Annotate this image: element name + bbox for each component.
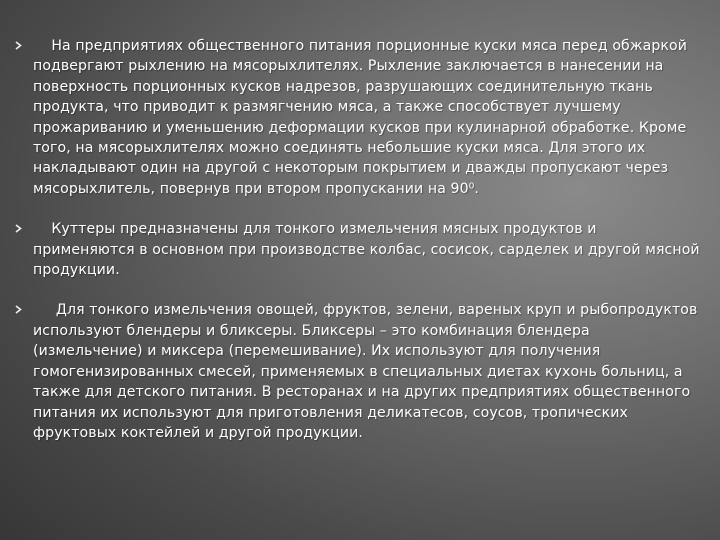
paragraph-meat-tenderizer: На предприятиях общественного питания порционные куски мяса перед обжаркой подвергают рыхлению на мясорыхлителях. Рыхление заключается в нанесении на поверхность порционных кусков надрезов, разрушающих соединительную ткань продукта, что приводит к размягчению мяса, а также способствует лучшему прожариванию и уменьшению деформации кусков при кулинарной обработке. Кроме того, на мясорыхлителях можно соединять небольшие куски мяса. Для этого их накладывают один на другой с некоторым покрытием и дважды пропускают через мясорыхлитель, повернув при втором пропускании на 90⁰. [33,38,692,197]
bullet-list [12,36,705,443]
paragraph-cutters: Куттеры предназначены для тонкого измельчения мясных продуктов и применяются в основном при производстве колбас, сосисок, сарделек и другой мясной продукции. [33,221,705,279]
paragraph-blenders: Для тонкого измельчения овощей, фруктов, зелени, вареных круп и рыбопродуктов используют блендеры и бликсеры. Бликсеры – это комбинация блендера (измельчение) и миксера (перемешивание). Их используют для получения гомогенизированных смесей, применяемых в специальных диетах кухонь больниц, а также для детского питания. В ресторанах и на других предприятиях общественного питания их используют для приготовления деликатесов, соусов, тропических фруктовых коктейлей и другой продукции. [33,302,702,441]
list-item [12,36,702,199]
chevron-right-icon [12,300,26,320]
list-item [12,219,705,280]
chevron-right-icon [12,219,26,239]
chevron-right-icon [12,36,26,56]
list-item [12,300,702,443]
